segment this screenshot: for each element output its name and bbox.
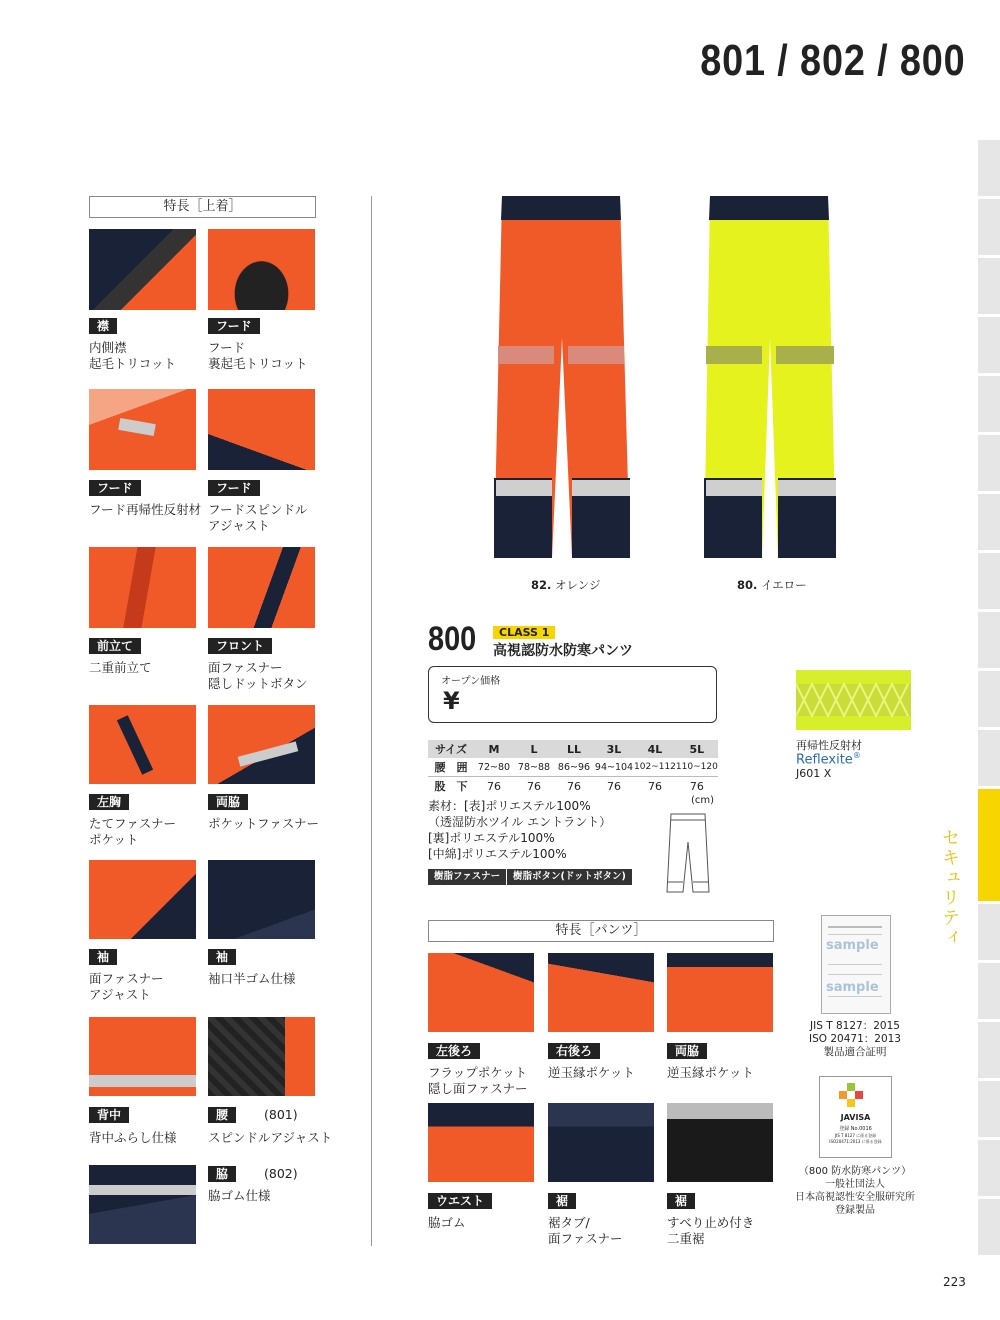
category-tab[interactable] [978, 1022, 1000, 1081]
feature-photo-side-pocket [208, 705, 315, 784]
feature-caption: 二重前立て [89, 660, 152, 675]
feature-caption: 脇ゴム仕様 [208, 1188, 271, 1203]
size-cell: 76 [676, 777, 718, 796]
size-header: サイズ [428, 740, 474, 758]
category-tab[interactable] [978, 258, 1000, 317]
feature-photo-hood-spindle [208, 389, 315, 470]
javisa-note: （800 防水防寒パンツ） 一般社団法人 日本高視認性安全服研究所 登録製品 [795, 1166, 915, 1216]
feature-tag: 裾 [548, 1193, 576, 1209]
feature-caption: 脇ゴム [428, 1215, 466, 1230]
pants-spec-drawing [665, 812, 715, 894]
category-tab[interactable] [978, 671, 1000, 730]
color-orange-label: 82. オレンジ [531, 578, 601, 592]
feature-caption: フード 裏起毛トリコット [208, 340, 308, 371]
category-tab[interactable] [978, 140, 1000, 199]
size-header: LL [554, 740, 594, 758]
feature-tag: 右後ろ [548, 1043, 600, 1059]
size-row-label: 股 下 [428, 777, 474, 796]
category-tab[interactable] [978, 1081, 1000, 1140]
feature-tag: 両脇 [208, 794, 248, 810]
orange-pants [494, 196, 630, 558]
feature-tag: 左胸 [89, 794, 129, 810]
pants-product-images [480, 188, 840, 568]
category-tabs [978, 140, 1000, 1258]
category-tab[interactable] [978, 730, 1000, 789]
jacket-section-title: 特長［上着］ [89, 196, 316, 218]
price-box [428, 666, 717, 723]
reflective-brand: Reflexite® [796, 751, 861, 768]
feature-tag: フード [89, 480, 141, 496]
feature-tag: 背中 [89, 1107, 129, 1123]
feature-caption: 内側襟 起毛トリコット [89, 340, 177, 371]
feature-note: (802) [264, 1166, 298, 1181]
feature-tag: 左後ろ [428, 1043, 480, 1059]
category-tab[interactable] [978, 376, 1000, 435]
pants-photo-double-hem [667, 1103, 773, 1182]
size-cell: 76 [514, 777, 554, 796]
column-divider [371, 196, 372, 1246]
size-row-label: 腰 囲 [434, 761, 468, 774]
feature-tag: 両脇 [667, 1043, 707, 1059]
price-label: オープン価格 [441, 676, 501, 687]
standards-text: JIS T 8127：2015 ISO 20471：2013 製品適合証明 [809, 1020, 901, 1058]
category-tab[interactable] [978, 553, 1000, 612]
javisa-number: 登録 No.0016 [839, 1126, 872, 1132]
material-spec: 素材：[表]ポリエステル100% （透湿防水ツイル エントラント） [裏]ポリエステル100% [中綿]ポリエステル100% [428, 799, 612, 861]
feature-caption: ポケットファスナー [208, 816, 320, 831]
size-cell: 76 [554, 777, 594, 796]
feature-tag: フード [208, 318, 260, 334]
feature-photo-side-elastic [89, 1165, 196, 1244]
feature-caption: フラップポケット 隠し面ファスナー [428, 1065, 528, 1096]
feature-caption: 裾タブ/ 面ファスナー [548, 1215, 623, 1246]
feature-photo-sleeve-fastener [89, 860, 196, 939]
feature-tag: 腰 [208, 1107, 236, 1123]
size-cell: 110~120 [675, 762, 718, 772]
javisa-sub: JIS T 8127 に係る登録 ISO20471:2013 に係る登録 [829, 1133, 882, 1144]
size-header: 5L [676, 740, 718, 758]
sample-watermark: sample [826, 980, 879, 995]
page-number: 223 [943, 1275, 966, 1289]
product-number: 800 [428, 620, 477, 658]
feature-caption: 面ファスナー 隠しドットボタン [208, 660, 308, 691]
size-cell: 94~104 [594, 761, 634, 773]
feature-photo-hood-lining [208, 229, 315, 310]
feature-photo-waist-spindle [208, 1017, 315, 1096]
feature-tag: 脇 [208, 1166, 236, 1182]
size-cell: 102~112 [634, 762, 676, 772]
yellow-pants [704, 196, 836, 558]
size-cell: 76 [594, 777, 634, 796]
feature-caption: すべり止め付き 二重裾 [667, 1215, 755, 1246]
size-header: 3L [594, 740, 634, 758]
size-cell: 78~88 [517, 761, 551, 773]
pants-photo-right-back [548, 953, 654, 1032]
feature-tag: 袖 [208, 949, 236, 965]
category-tab[interactable] [978, 963, 1000, 1022]
button-badge: 樹脂ボタン(ドットボタン) [507, 869, 632, 885]
javisa-logo [819, 1076, 892, 1158]
feature-photo-chest-pocket [89, 705, 196, 784]
feature-tag: 前立て [89, 638, 141, 654]
feature-caption: フード再帰性反射材 [89, 502, 202, 517]
size-unit: (cm) [691, 795, 715, 806]
feature-tag: フード [208, 480, 260, 496]
feature-tag: 裾 [667, 1193, 695, 1209]
size-table [428, 740, 718, 795]
product-name: 高視認防水防寒パンツ [493, 643, 633, 659]
feature-photo-front-fastener [208, 547, 315, 628]
model-numbers: 801 / 802 / 800 [700, 36, 966, 85]
category-tab[interactable] [978, 199, 1000, 258]
pants-section-title: 特長［パンツ］ [428, 920, 774, 942]
category-tab[interactable] [978, 1140, 1000, 1199]
feature-tag: フロント [208, 638, 272, 654]
pants-photo-hem-tab [548, 1103, 654, 1182]
feature-photo-sleeve-cuff [208, 860, 315, 939]
size-cell: 72~80 [477, 761, 511, 773]
certificate-sample [821, 915, 891, 1014]
feature-caption: フードスピンドル アジャスト [208, 502, 308, 533]
reflective-model: J601 X [796, 767, 832, 780]
category-tab[interactable] [978, 317, 1000, 376]
size-header: L [514, 740, 554, 758]
category-tab[interactable] [978, 904, 1000, 963]
feature-caption: 袖口半ゴム仕様 [208, 971, 296, 986]
javisa-name: JAVISA [840, 1113, 871, 1122]
reflective-material-sample [796, 670, 911, 730]
pants-photo-sides [667, 953, 773, 1032]
class-badge: CLASS 1 [493, 626, 555, 639]
feature-caption: 背中ふらし仕様 [89, 1130, 177, 1145]
color-yellow-label: 80. イエロー [737, 578, 807, 592]
category-tab[interactable] [978, 612, 1000, 671]
category-tab[interactable] [978, 494, 1000, 553]
feature-caption: 面ファスナー アジャスト [89, 971, 164, 1002]
feature-caption: 逆玉縁ポケット [667, 1065, 754, 1080]
size-cell: 76 [474, 777, 514, 796]
size-header: M [474, 740, 514, 758]
category-tab[interactable] [978, 435, 1000, 494]
size-cell: 86~96 [557, 761, 591, 773]
currency-symbol: ¥ [443, 687, 460, 715]
fastener-badge: 樹脂ファスナー [428, 869, 506, 885]
feature-photo-front-placket [89, 547, 196, 628]
size-cell: 76 [634, 777, 676, 796]
feature-photo-collar [89, 229, 196, 310]
feature-tag: 袖 [89, 949, 117, 965]
pants-photo-left-back [428, 953, 534, 1032]
feature-note: (801) [264, 1107, 298, 1122]
feature-photo-hood-reflector [89, 389, 196, 470]
size-header: 4L [634, 740, 676, 758]
category-tab-security[interactable] [978, 789, 1000, 904]
reflective-label: 再帰性反射材 [796, 739, 862, 752]
feature-tag: 襟 [89, 318, 117, 334]
feature-caption: たてファスナー ポケット [89, 816, 177, 847]
feature-tag: ウエスト [428, 1193, 492, 1209]
pants-photo-waist [428, 1103, 534, 1182]
feature-caption: スピンドルアジャスト [208, 1130, 333, 1145]
feature-photo-back [89, 1017, 196, 1096]
sample-watermark: sample [826, 938, 879, 953]
category-tab[interactable] [978, 1199, 1000, 1258]
category-label: セキュリティ [939, 828, 960, 948]
feature-caption: 逆玉縁ポケット [548, 1065, 635, 1080]
